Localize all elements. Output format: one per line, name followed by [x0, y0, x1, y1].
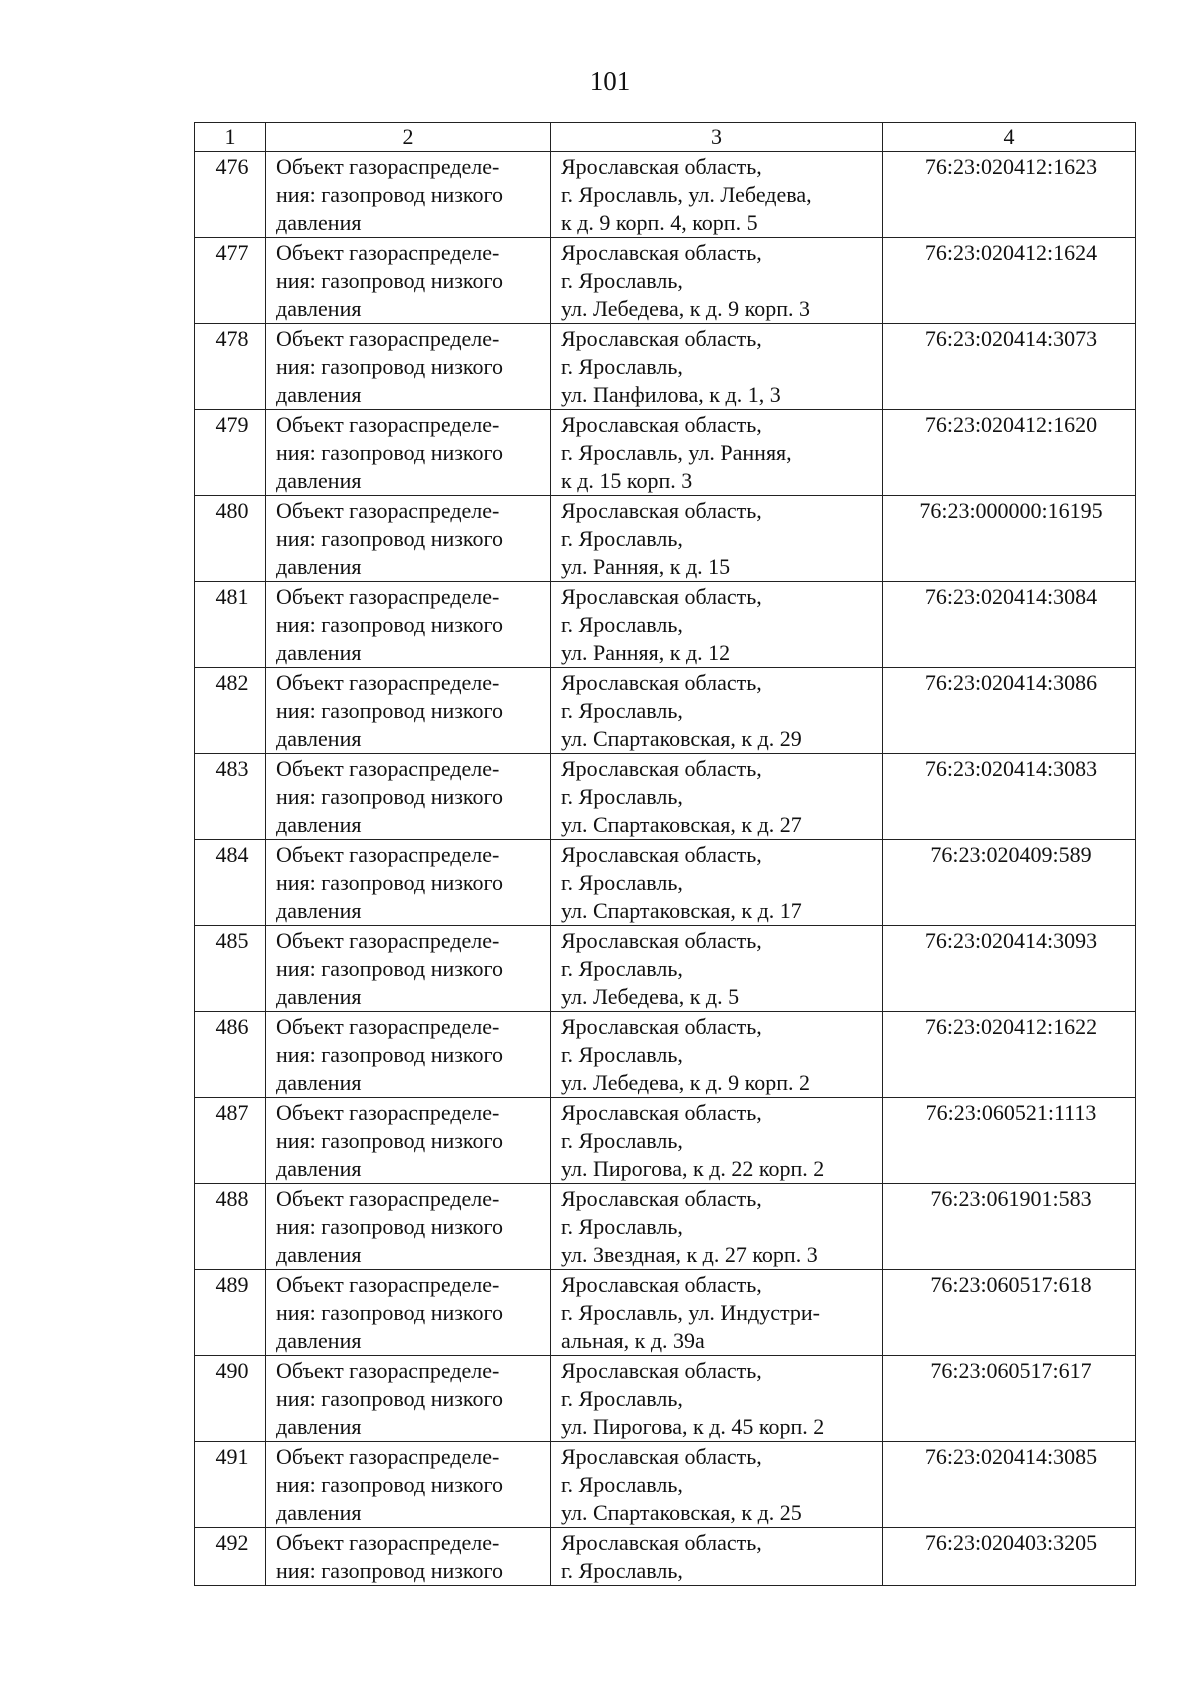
object-name-line: Объект газораспределе- — [276, 1100, 500, 1125]
table-row — [195, 410, 1136, 496]
object-name-line: давления — [276, 1328, 362, 1353]
address-line: ул. Ранняя, к д. 15 — [561, 554, 731, 579]
address-line: г. Ярославль, — [561, 956, 683, 981]
cadastral-number: 76:23:060517:617 — [883, 1356, 1136, 1442]
address-cell — [551, 410, 883, 496]
page-number: 101 — [589, 66, 631, 96]
address-line: Ярославская область, — [561, 584, 762, 609]
table-row — [195, 1012, 1136, 1098]
address-line: Ярославская область, — [561, 1530, 762, 1555]
object-name-line: ния: газопровод низкого — [276, 1558, 503, 1583]
address-line: к д. 9 корп. 4, корп. 5 — [561, 210, 758, 235]
row-number: 492 — [195, 1528, 266, 1586]
object-name-line: ния: газопровод низкого — [276, 956, 503, 981]
object-name-line: давления — [276, 1414, 362, 1439]
address-line: г. Ярославль, — [561, 1214, 683, 1239]
table-row — [195, 1528, 1136, 1586]
object-name-line: Объект газораспределе- — [276, 842, 500, 867]
object-name-line: ния: газопровод низкого — [276, 784, 503, 809]
column-header-object: 2 — [266, 123, 551, 152]
column-header-cadastral: 4 — [883, 123, 1136, 152]
address-cell — [551, 1270, 883, 1356]
table-row — [195, 754, 1136, 840]
object-name-line: давления — [276, 554, 362, 579]
object-name-cell — [266, 840, 551, 926]
object-name-line: Объект газораспределе- — [276, 154, 500, 179]
cadastral-number: 76:23:020414:3093 — [883, 926, 1136, 1012]
address-line: Ярославская область, — [561, 412, 762, 437]
address-line: ул. Спартаковская, к д. 27 — [561, 812, 802, 837]
cadastral-number: 76:23:060521:1113 — [883, 1098, 1136, 1184]
object-name-line: давления — [276, 1500, 362, 1525]
header-row — [195, 123, 1136, 152]
address-cell — [551, 1012, 883, 1098]
object-name-line: ния: газопровод низкого — [276, 1214, 503, 1239]
object-name-line: Объект газораспределе- — [276, 326, 500, 351]
address-line: Ярославская область, — [561, 1186, 762, 1211]
object-name-cell — [266, 582, 551, 668]
cadastral-number: 76:23:020414:3073 — [883, 324, 1136, 410]
object-name-line: давления — [276, 984, 362, 1009]
address-line: ул. Пирогова, к д. 45 корп. 2 — [561, 1414, 825, 1439]
object-name-line: Объект газораспределе- — [276, 240, 500, 265]
table-row — [195, 926, 1136, 1012]
address-line: г. Ярославль, — [561, 698, 683, 723]
object-name-line: Объект газораспределе- — [276, 584, 500, 609]
row-number: 488 — [195, 1184, 266, 1270]
cadastral-number: 76:23:020412:1620 — [883, 410, 1136, 496]
object-name-cell — [266, 1442, 551, 1528]
object-name-cell — [266, 410, 551, 496]
object-name-line: Объект газораспределе- — [276, 756, 500, 781]
object-name-line: давления — [276, 640, 362, 665]
address-cell — [551, 1098, 883, 1184]
address-line: ул. Звездная, к д. 27 корп. 3 — [561, 1242, 818, 1267]
cadastral-number: 76:23:060517:618 — [883, 1270, 1136, 1356]
address-cell — [551, 754, 883, 840]
column-header-number: 1 — [195, 123, 266, 152]
row-number: 490 — [195, 1356, 266, 1442]
address-cell — [551, 1528, 883, 1586]
address-line: Ярославская область, — [561, 154, 762, 179]
address-line: г. Ярославль, — [561, 1128, 683, 1153]
address-cell — [551, 152, 883, 238]
row-number: 478 — [195, 324, 266, 410]
address-line: ул. Панфилова, к д. 1, 3 — [561, 382, 781, 407]
address-line: г. Ярославль, — [561, 354, 683, 379]
object-name-line: давления — [276, 1070, 362, 1095]
object-name-cell — [266, 1012, 551, 1098]
address-line: Ярославская область, — [561, 1100, 762, 1125]
object-name-cell — [266, 1528, 551, 1586]
row-number: 487 — [195, 1098, 266, 1184]
address-line: Ярославская область, — [561, 756, 762, 781]
object-name-line: ния: газопровод низкого — [276, 1386, 503, 1411]
object-name-cell — [266, 152, 551, 238]
object-name-line: ния: газопровод низкого — [276, 268, 503, 293]
row-number: 476 — [195, 152, 266, 238]
cadastral-number: 76:23:000000:16195 — [883, 496, 1136, 582]
table-row — [195, 238, 1136, 324]
object-name-line: Объект газораспределе- — [276, 670, 500, 695]
object-name-cell — [266, 496, 551, 582]
row-number: 486 — [195, 1012, 266, 1098]
cadastral-number: 76:23:020403:3205 — [883, 1528, 1136, 1586]
object-name-cell — [266, 1098, 551, 1184]
object-name-cell — [266, 1184, 551, 1270]
table-row — [195, 840, 1136, 926]
object-name-line: Объект газораспределе- — [276, 412, 500, 437]
address-line: Ярославская область, — [561, 1272, 762, 1297]
cadastral-number: 76:23:020414:3085 — [883, 1442, 1136, 1528]
address-line: Ярославская область, — [561, 1014, 762, 1039]
cadastral-number: 76:23:020412:1623 — [883, 152, 1136, 238]
address-line: г. Ярославль, — [561, 526, 683, 551]
object-name-cell — [266, 238, 551, 324]
object-name-cell — [266, 324, 551, 410]
row-number: 483 — [195, 754, 266, 840]
object-name-line: Объект газораспределе- — [276, 1530, 500, 1555]
address-line: г. Ярославль, — [561, 870, 683, 895]
address-line: ул. Лебедева, к д. 9 корп. 3 — [561, 296, 810, 321]
table-row — [195, 668, 1136, 754]
row-number: 489 — [195, 1270, 266, 1356]
address-cell — [551, 582, 883, 668]
table-row — [195, 1442, 1136, 1528]
object-name-line: давления — [276, 296, 362, 321]
object-name-line: Объект газораспределе- — [276, 1186, 500, 1211]
address-line: ул. Спартаковская, к д. 25 — [561, 1500, 802, 1525]
address-line: Ярославская область, — [561, 498, 762, 523]
object-name-line: ния: газопровод низкого — [276, 612, 503, 637]
address-line: ул. Лебедева, к д. 9 корп. 2 — [561, 1070, 810, 1095]
address-line: ул. Пирогова, к д. 22 корп. 2 — [561, 1156, 825, 1181]
object-name-line: Объект газораспределе- — [276, 928, 500, 953]
address-line: г. Ярославль, ул. Лебедева, — [561, 182, 812, 207]
address-cell — [551, 926, 883, 1012]
row-number: 482 — [195, 668, 266, 754]
table-row — [195, 1184, 1136, 1270]
object-name-line: ния: газопровод низкого — [276, 354, 503, 379]
address-line: ул. Спартаковская, к д. 17 — [561, 898, 802, 923]
object-name-cell — [266, 1356, 551, 1442]
address-line: г. Ярославль, — [561, 1042, 683, 1067]
address-line: Ярославская область, — [561, 1444, 762, 1469]
table-row — [195, 1356, 1136, 1442]
object-name-line: ния: газопровод низкого — [276, 1472, 503, 1497]
address-line: г. Ярославль, — [561, 1472, 683, 1497]
address-line: ул. Лебедева, к д. 5 — [561, 984, 740, 1009]
row-number: 477 — [195, 238, 266, 324]
row-number: 481 — [195, 582, 266, 668]
object-name-cell — [266, 754, 551, 840]
object-name-line: ния: газопровод низкого — [276, 870, 503, 895]
row-number: 491 — [195, 1442, 266, 1528]
address-line: Ярославская область, — [561, 326, 762, 351]
address-line: ул. Ранняя, к д. 12 — [561, 640, 731, 665]
cadastral-number: 76:23:020412:1622 — [883, 1012, 1136, 1098]
cadastral-number: 76:23:061901:583 — [883, 1184, 1136, 1270]
address-line: г. Ярославль, — [561, 268, 683, 293]
object-name-line: ния: газопровод низкого — [276, 1042, 503, 1067]
address-line: г. Ярославль, ул. Индустри- — [561, 1300, 820, 1325]
address-cell — [551, 1356, 883, 1442]
object-name-line: давления — [276, 1242, 362, 1267]
address-line: Ярославская область, — [561, 1358, 762, 1383]
object-name-line: давления — [276, 1156, 362, 1181]
address-line: г. Ярославль, ул. Ранняя, — [561, 440, 792, 465]
address-line: г. Ярославль, — [561, 784, 683, 809]
cadastral-number: 76:23:020414:3086 — [883, 668, 1136, 754]
object-name-line: Объект газораспределе- — [276, 1272, 500, 1297]
object-name-line: Объект газораспределе- — [276, 1444, 500, 1469]
cadastral-number: 76:23:020412:1624 — [883, 238, 1136, 324]
row-number: 479 — [195, 410, 266, 496]
address-cell — [551, 668, 883, 754]
table-body — [195, 152, 1136, 1586]
table-row — [195, 496, 1136, 582]
table-row — [195, 1098, 1136, 1184]
table-row — [195, 324, 1136, 410]
object-name-line: Объект газораспределе- — [276, 1358, 500, 1383]
address-cell — [551, 324, 883, 410]
object-name-line: давления — [276, 726, 362, 751]
object-name-line: ния: газопровод низкого — [276, 698, 503, 723]
address-line: к д. 15 корп. 3 — [561, 468, 693, 493]
row-number: 484 — [195, 840, 266, 926]
address-line: альная, к д. 39а — [561, 1328, 705, 1353]
address-line: Ярославская область, — [561, 240, 762, 265]
cadastral-number: 76:23:020409:589 — [883, 840, 1136, 926]
object-name-line: давления — [276, 210, 362, 235]
address-line: г. Ярославль, — [561, 612, 683, 637]
object-name-line: давления — [276, 812, 362, 837]
object-name-line: ния: газопровод низкого — [276, 440, 503, 465]
object-name-cell — [266, 668, 551, 754]
address-cell — [551, 840, 883, 926]
object-name-line: давления — [276, 468, 362, 493]
object-name-line: ния: газопровод низкого — [276, 1300, 503, 1325]
registry-table — [194, 122, 1136, 1586]
row-number: 485 — [195, 926, 266, 1012]
address-line: Ярославская область, — [561, 842, 762, 867]
object-name-line: Объект газораспределе- — [276, 1014, 500, 1039]
address-cell — [551, 1442, 883, 1528]
cadastral-number: 76:23:020414:3083 — [883, 754, 1136, 840]
address-cell — [551, 496, 883, 582]
cadastral-number: 76:23:020414:3084 — [883, 582, 1136, 668]
object-name-line: ния: газопровод низкого — [276, 1128, 503, 1153]
address-line: ул. Спартаковская, к д. 29 — [561, 726, 802, 751]
object-name-line: давления — [276, 898, 362, 923]
object-name-line: давления — [276, 382, 362, 407]
address-line: г. Ярославль, — [561, 1386, 683, 1411]
object-name-line: Объект газораспределе- — [276, 498, 500, 523]
address-line: Ярославская область, — [561, 670, 762, 695]
row-number: 480 — [195, 496, 266, 582]
object-name-cell — [266, 926, 551, 1012]
object-name-line: ния: газопровод низкого — [276, 182, 503, 207]
object-name-cell — [266, 1270, 551, 1356]
table-row — [195, 152, 1136, 238]
object-name-line: ния: газопровод низкого — [276, 526, 503, 551]
column-header-address: 3 — [551, 123, 883, 152]
address-line: г. Ярославль, — [561, 1558, 683, 1583]
table-row — [195, 1270, 1136, 1356]
address-cell — [551, 1184, 883, 1270]
address-cell — [551, 238, 883, 324]
table-row — [195, 582, 1136, 668]
address-line: Ярославская область, — [561, 928, 762, 953]
